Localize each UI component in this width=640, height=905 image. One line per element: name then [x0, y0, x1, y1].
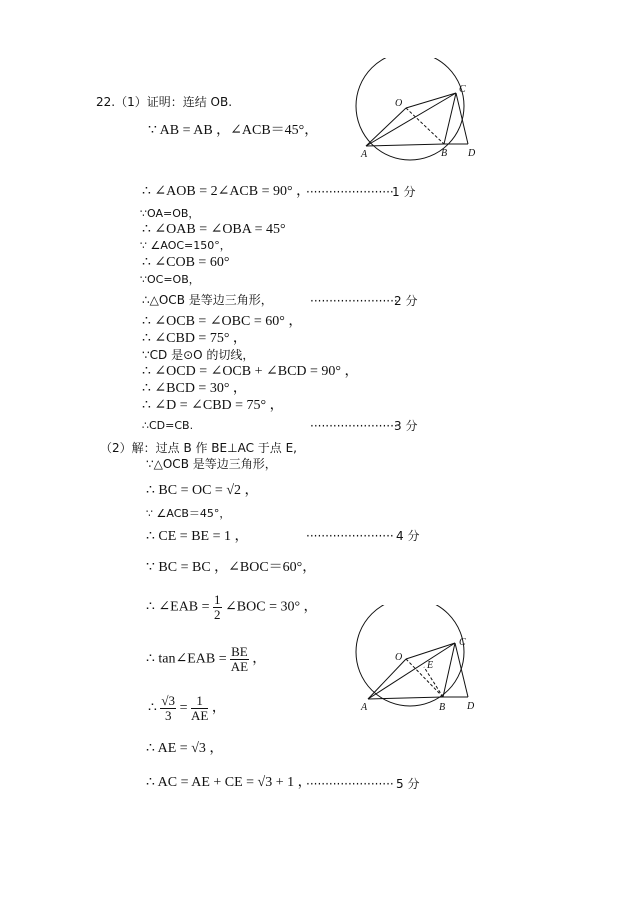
segment-oa [366, 108, 406, 146]
part1-step-8: ∴△OCB 是等边三角形， [142, 293, 273, 307]
segment-ob-dashed [406, 659, 443, 697]
part1-header: 22.（1）证明：连结 OB. [96, 95, 233, 109]
label-e: E [427, 660, 434, 671]
part1-step-1: ∵ AB = AB ，∠ACB＝45°， [148, 123, 319, 138]
frac-num: 1 [191, 694, 208, 709]
part1-step-9: ∴ ∠OCB = ∠OBC = 60° ， [142, 314, 303, 329]
segment-ab [366, 144, 444, 146]
circle-o [356, 605, 464, 706]
part1-step-2: ∴ ∠AOB = 2∠ACB = 90° ， [142, 184, 311, 199]
label-o: O [395, 652, 403, 663]
dots-1: ······················· [306, 185, 394, 199]
part2-step-4: ∴ CE = BE = 1 ， [146, 529, 249, 544]
segment-oa [368, 659, 406, 699]
label-b: B [439, 702, 446, 713]
geometry-figure-2 [350, 605, 490, 715]
frac-den: 2 [214, 606, 221, 622]
frac-den: 3 [164, 707, 172, 723]
part1-step-7: ∵OC=OB， [140, 273, 200, 286]
fraction-be-ae [230, 645, 249, 673]
label-a: A [361, 149, 368, 160]
part1-step-10: ∴ ∠CBD = 75° ， [142, 331, 247, 346]
part1-step-3: ∵OA=OB， [140, 207, 200, 220]
label-d: D [467, 701, 475, 712]
part1-step-15: ∴CD=CB. [142, 419, 194, 432]
part2-step-5: ∵ BC = BC ，∠BOC＝60°， [146, 560, 317, 575]
dots-2: ······················· [310, 294, 398, 308]
frac-num: 1 [214, 592, 221, 607]
frac-den: AE [230, 658, 249, 674]
segment-be-dashed [424, 667, 443, 697]
step8-tail: ， [211, 700, 226, 716]
part2-step-2: ∴ BC = OC = √2 ， [146, 483, 259, 498]
step7-lhs: ∴ tan∠EAB = [146, 651, 227, 667]
step8-therefore: ∴ [148, 700, 157, 716]
score-5: 5 分 [396, 777, 420, 791]
score-1: 1 分 [392, 185, 416, 199]
part2-step-8 [148, 694, 226, 722]
step8-equals: = [179, 700, 188, 716]
segment-ac [368, 643, 455, 699]
part2-step-6 [146, 593, 318, 621]
part1-step-14: ∴ ∠D = ∠CBD = 75° ， [142, 398, 284, 413]
geometry-figure-1 [350, 58, 490, 168]
fraction-half [213, 593, 222, 621]
fraction-1-ae [191, 694, 208, 722]
score-2: 2 分 [394, 294, 418, 308]
part2-step-1: ∵△OCB 是等边三角形， [146, 457, 277, 471]
part2-step-10: ∴ AC = AE + CE = √3 + 1 ， [146, 775, 312, 790]
segment-ab [368, 697, 443, 699]
label-c: C [459, 84, 466, 95]
segment-ob-dashed [406, 108, 444, 144]
fraction-sqrt3-3 [160, 694, 176, 722]
segment-cd [455, 643, 468, 697]
segment-ac [366, 93, 456, 146]
part2-step-9: ∴ AE = √3 ， [146, 741, 224, 756]
score-4: 4 分 [396, 529, 420, 543]
frac-den: AE [190, 707, 209, 723]
label-d: D [468, 148, 476, 159]
label-c: C [459, 637, 466, 648]
step6-lhs: ∴ ∠EAB = [146, 599, 210, 615]
part1-step-5: ∵ ∠AOC=150°， [140, 239, 231, 252]
part1-step-4: ∴ ∠OAB = ∠OBA = 45° [142, 222, 286, 237]
frac-num: √3 [161, 693, 176, 708]
frac-num: BE [231, 644, 248, 659]
label-b: B [441, 148, 448, 159]
segment-oc [406, 643, 455, 659]
score-3: 3 分 [394, 419, 418, 433]
part1-step-13: ∴ ∠BCD = 30° ， [142, 381, 247, 396]
part2-step-7 [146, 645, 266, 673]
part1-step-12: ∴ ∠OCD = ∠OCB + ∠BCD = 90° ， [142, 364, 359, 379]
label-o: O [395, 98, 403, 109]
step7-tail: ， [252, 651, 267, 667]
part2-header: （2）解：过点 B 作 BE⊥AC 于点 E, [100, 441, 297, 455]
part1-step-11: ∵CD 是⊙O 的切线， [142, 348, 255, 362]
segment-cd [456, 93, 468, 144]
dots-4: ······················· [306, 529, 394, 543]
part1-step-6: ∴ ∠COB = 60° [142, 255, 230, 270]
step6-rhs: ∠BOC = 30° ， [225, 599, 318, 615]
part2-step-3: ∵ ∠ACB＝45°， [146, 507, 231, 520]
label-a: A [361, 702, 368, 713]
dots-5: ······················· [306, 777, 394, 791]
dots-3: ······················· [310, 419, 398, 433]
segment-oc [406, 93, 456, 108]
